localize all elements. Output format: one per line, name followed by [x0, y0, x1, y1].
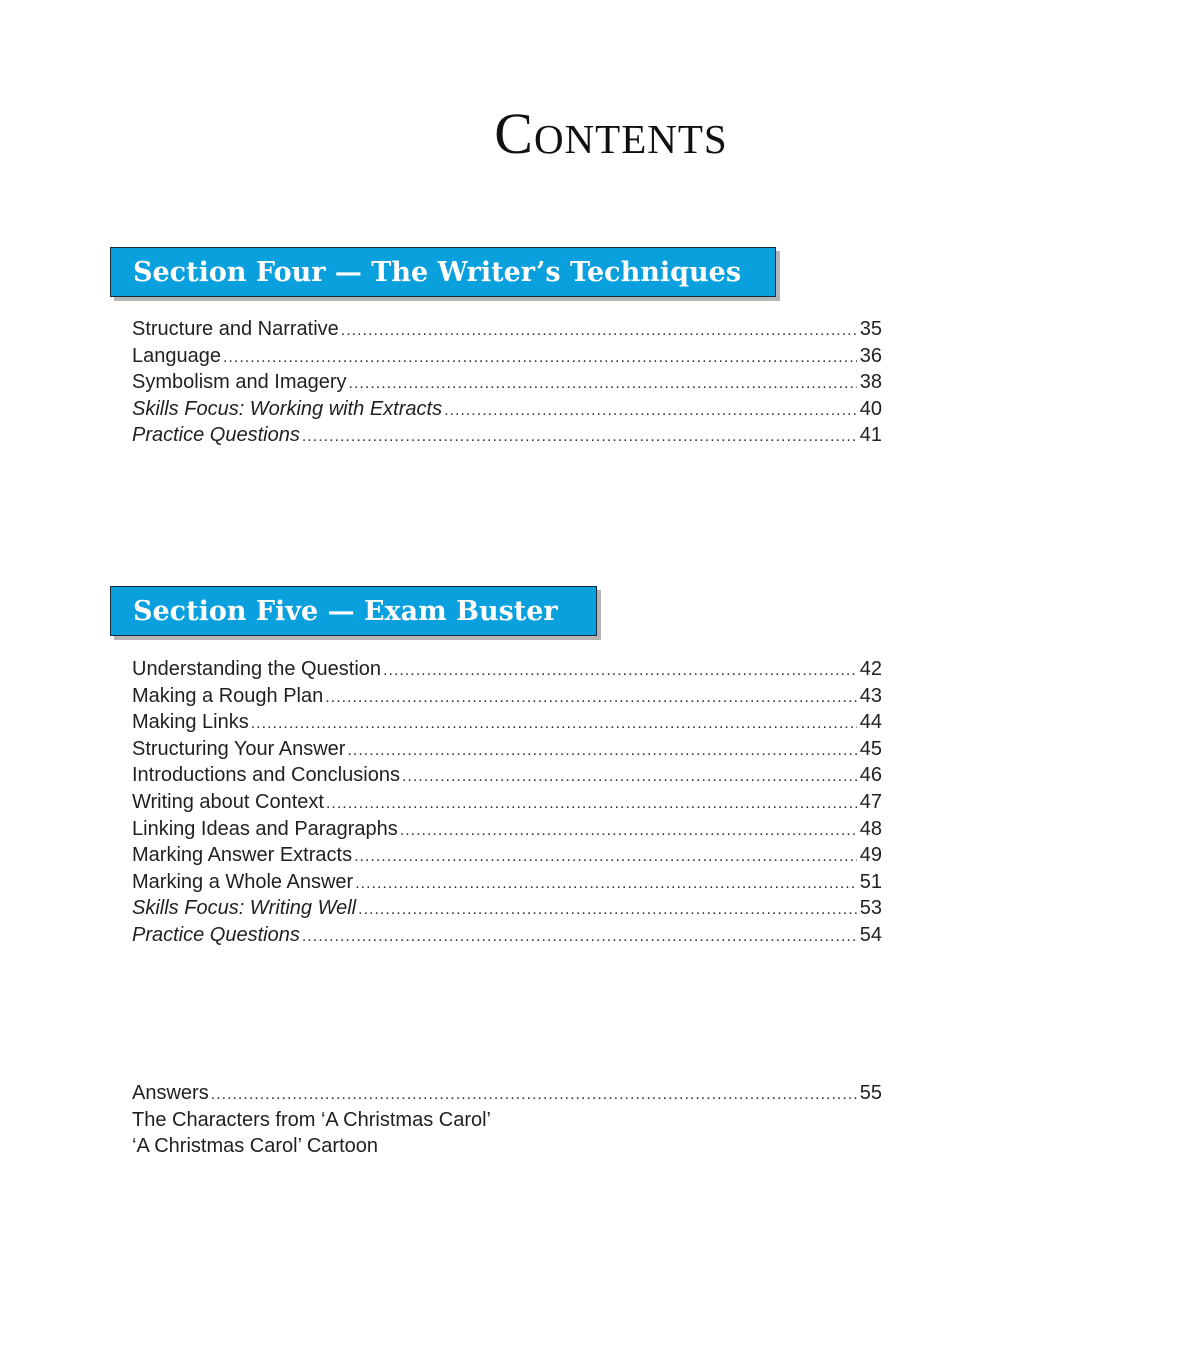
page-title: Contents [494, 101, 728, 166]
toc-entry-label: Linking Ideas and Paragraphs [132, 817, 398, 840]
dot-leader [302, 924, 857, 951]
toc-entry-page: 40 [859, 397, 882, 420]
dot-leader [400, 818, 857, 845]
toc-entry-label: Language [132, 344, 221, 367]
toc-entry[interactable] [132, 1107, 882, 1134]
toc-entry-page: 36 [859, 344, 882, 367]
toc-entry-page: 44 [859, 711, 882, 734]
dot-leader [302, 424, 857, 451]
toc-entry[interactable] [132, 842, 882, 869]
toc-entry-label: Skills Focus: Writing Well [132, 897, 357, 920]
toc-entry-page: 46 [859, 764, 882, 787]
toc-entry-label: Answers [132, 1082, 209, 1104]
toc-entry-page: 53 [859, 897, 882, 920]
toc-entry[interactable] [132, 683, 882, 710]
toc-entry[interactable] [132, 895, 882, 922]
toc-entry-page: 51 [859, 870, 882, 893]
section-five-banner: Section Five — Exam Buster [110, 586, 597, 636]
toc-entry-label: Practice Questions [132, 923, 300, 946]
section-five-toc [132, 656, 882, 949]
toc-entry-label: Writing about Context [132, 790, 324, 813]
toc-entry[interactable] [132, 422, 882, 449]
dot-leader [444, 398, 857, 425]
toc-entry-label: Structure and Narrative [132, 318, 339, 340]
toc-entry[interactable] [132, 869, 882, 896]
dot-leader [341, 318, 857, 345]
toc-entry[interactable] [132, 816, 882, 843]
toc-entry-label: Marking a Whole Answer [132, 870, 354, 893]
toc-entry-label: Making Links [132, 711, 249, 734]
dot-leader [358, 897, 857, 924]
toc-entry-label: Skills Focus: Working with Extracts [132, 397, 443, 420]
toc-entry[interactable] [132, 369, 882, 396]
toc-entry-page: 42 [859, 658, 882, 680]
toc-entry-page: 45 [859, 737, 882, 760]
toc-entry-label: Marking Answer Extracts [132, 844, 353, 867]
toc-entry-page: 54 [859, 923, 882, 946]
dot-leader [383, 658, 857, 685]
toc-entry[interactable] [132, 789, 882, 816]
dot-leader [354, 844, 857, 871]
toc-entry-label: Structuring Your Answer [132, 737, 346, 760]
toc-entry-page: 55 [859, 1082, 882, 1104]
dot-leader [223, 345, 857, 372]
dot-leader [325, 685, 857, 712]
dot-leader [347, 738, 856, 765]
dot-leader [326, 791, 857, 818]
toc-entry-label: ‘A Christmas Carol’ Cartoon [132, 1135, 379, 1158]
section-four-banner: Section Four — The Writer’s Techniques [110, 247, 776, 297]
toc-entry-page: 35 [859, 318, 882, 340]
toc-entry[interactable] [132, 709, 882, 736]
toc-entry[interactable] [132, 396, 882, 423]
toc-entry-page: 48 [859, 817, 882, 840]
toc-entry-label: Understanding the Question [132, 658, 382, 680]
toc-entry-label: The Characters from ‘A Christmas Carol’ [132, 1108, 491, 1131]
dot-leader [402, 764, 857, 791]
section-four-toc [132, 316, 882, 449]
toc-entry[interactable] [132, 736, 882, 763]
back-matter-toc [132, 1080, 882, 1160]
dot-leader [251, 711, 857, 738]
toc-entry[interactable] [132, 343, 882, 370]
toc-entry[interactable] [132, 656, 882, 683]
toc-entry-page: 43 [859, 684, 882, 707]
dot-leader [349, 371, 857, 398]
toc-entry-label: Practice Questions [132, 424, 300, 447]
toc-entry-label: Making a Rough Plan [132, 684, 324, 707]
dot-leader [211, 1082, 857, 1109]
toc-entry[interactable] [132, 1080, 882, 1107]
toc-entry[interactable] [132, 316, 882, 343]
toc-entry-page: 41 [859, 424, 882, 447]
toc-entry-label: Symbolism and Imagery [132, 371, 347, 394]
toc-entry-label: Introductions and Conclusions [132, 764, 400, 787]
toc-entry[interactable] [132, 1133, 882, 1160]
toc-entry[interactable] [132, 922, 882, 949]
toc-entry-page: 38 [859, 371, 882, 394]
dot-leader [355, 871, 857, 898]
toc-entry-page: 47 [859, 790, 882, 813]
toc-entry[interactable] [132, 762, 882, 789]
toc-entry-page: 49 [859, 844, 882, 867]
